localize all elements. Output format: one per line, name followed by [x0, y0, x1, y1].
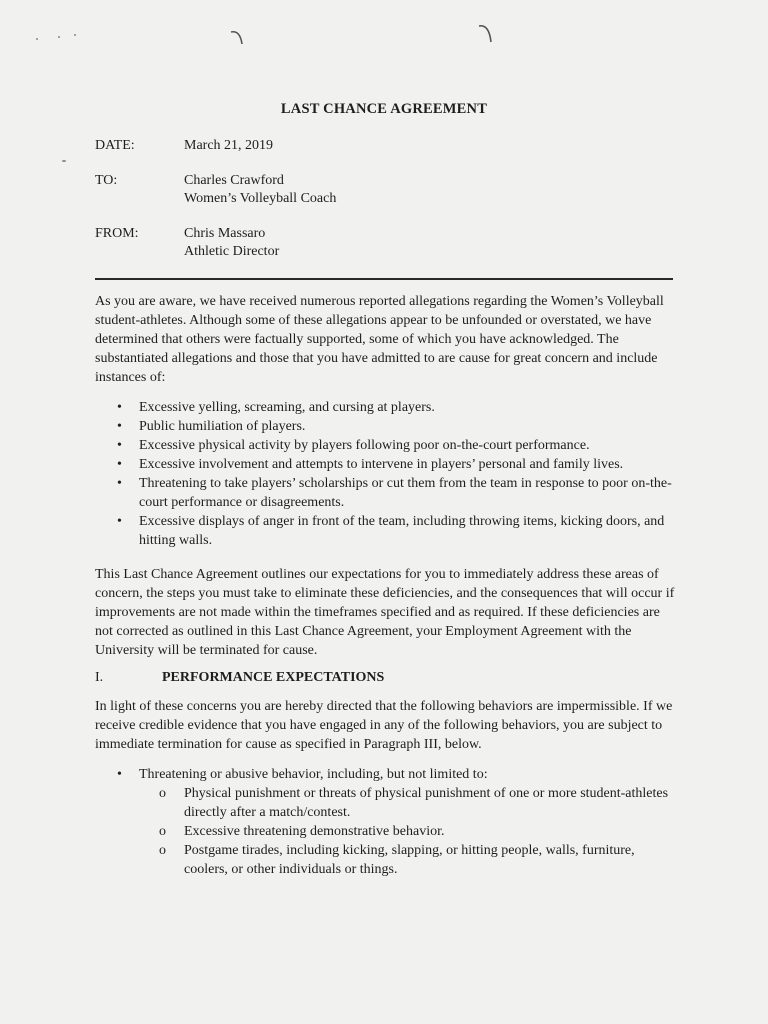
concern-text: Excessive physical activity by players following poor on-the-court performance. [139, 438, 590, 453]
concern-item [95, 417, 675, 436]
concern-item [95, 474, 675, 512]
scan-speck [58, 36, 60, 38]
concern-text: Excessive yelling, screaming, and cursing at players. [139, 400, 435, 415]
intro-paragraph: As you are aware, we have received numerous reported allegations regarding the Women’s Volleyball student-athletes. Although some of these allegations appear to be unfounded or overstated, we have determined that others were factually supported, some of which you have acknowledged. The substantiated allegations and those that you have admitted to are cause for great concern and include instances of: [95, 294, 664, 385]
bullet-glyph: • [117, 457, 122, 472]
behavior-subitem [139, 784, 675, 822]
to-value [184, 172, 336, 208]
recipient-name: Charles Crawford [184, 173, 284, 188]
subitem-text: Postgame tirades, including kicking, slapping, or hitting people, walls, furniture, coolers, or other individuals or things. [184, 843, 635, 877]
to-label: TO: [95, 173, 118, 188]
behavior-sublist [139, 784, 675, 879]
concern-item [95, 512, 675, 550]
bullet-glyph: • [117, 438, 122, 453]
scan-mark-left [228, 28, 248, 48]
concern-text: Excessive involvement and attempts to intervene in players’ personal and family lives. [139, 457, 624, 472]
concern-item [95, 455, 675, 474]
behavior-item [95, 765, 675, 879]
bullet-glyph: • [117, 514, 122, 529]
section-title: PERFORMANCE EXPECTATIONS [162, 670, 385, 685]
bullet-glyph: • [117, 419, 122, 434]
subitem-text: Excessive threatening demonstrative behavior. [184, 824, 445, 839]
date-value [184, 137, 273, 155]
concern-item [95, 436, 675, 455]
sub-bullet-glyph: o [159, 786, 166, 801]
date-label: DATE: [95, 138, 135, 153]
section-paragraph: In light of these concerns you are hereby directed that the following behaviors are impermissible. If we receive credible evidence that you have engaged in any of the following behaviors, you are subject to immediate termination for cause as specified in Paragraph III, below. [95, 699, 673, 752]
sub-bullet-glyph: o [159, 824, 166, 839]
concern-text: Public humiliation of players. [139, 419, 306, 434]
scan-speck [36, 38, 38, 40]
scan-speck [74, 34, 76, 36]
scan-mark-right [476, 22, 496, 46]
scan-speck [62, 160, 66, 162]
document-title-text: LAST CHANCE AGREEMENT [280, 101, 488, 117]
from-label: FROM: [95, 226, 139, 241]
sender-name: Chris Massaro [184, 226, 266, 241]
subitem-text: Physical punishment or threats of physical punishment of one or more student-athletes directly after a match/contest. [184, 786, 669, 820]
from-value [184, 225, 279, 261]
concerns-list [95, 398, 675, 550]
bullet-glyph: • [117, 476, 122, 491]
concern-text: Threatening to take players’ scholarships or cut them from the team in response to poor on-the-court performance or disagreements. [139, 476, 672, 510]
concern-text: Excessive displays of anger in front of the team, including throwing items, kicking doors, and hitting walls. [139, 514, 665, 548]
document-title [0, 101, 768, 118]
concern-item [95, 398, 675, 417]
section-number: I. [95, 670, 104, 685]
agreement-paragraph: This Last Chance Agreement outlines our expectations for you to immediately address these areas of concern, the steps you must take to eliminate these deficiencies, and the consequences that will occur if improvements are not made within the timeframes specified and as required. If these deficiencies are not corrected as outlined in this Last Chance Agreement, your Employment Agreement with the University will be terminated for cause. [95, 567, 675, 658]
bullet-glyph: • [117, 767, 122, 782]
behaviors-list [95, 765, 675, 879]
sub-bullet-glyph: o [159, 843, 166, 858]
date-text: March 21, 2019 [184, 138, 274, 153]
behavior-subitem [139, 841, 675, 879]
bullet-glyph: • [117, 400, 122, 415]
sender-title: Athletic Director [184, 244, 280, 259]
recipient-title: Women’s Volleyball Coach [184, 191, 337, 206]
behavior-text: Threatening or abusive behavior, including, but not limited to: [139, 767, 488, 782]
behavior-subitem [139, 822, 675, 841]
header-divider [95, 278, 673, 280]
